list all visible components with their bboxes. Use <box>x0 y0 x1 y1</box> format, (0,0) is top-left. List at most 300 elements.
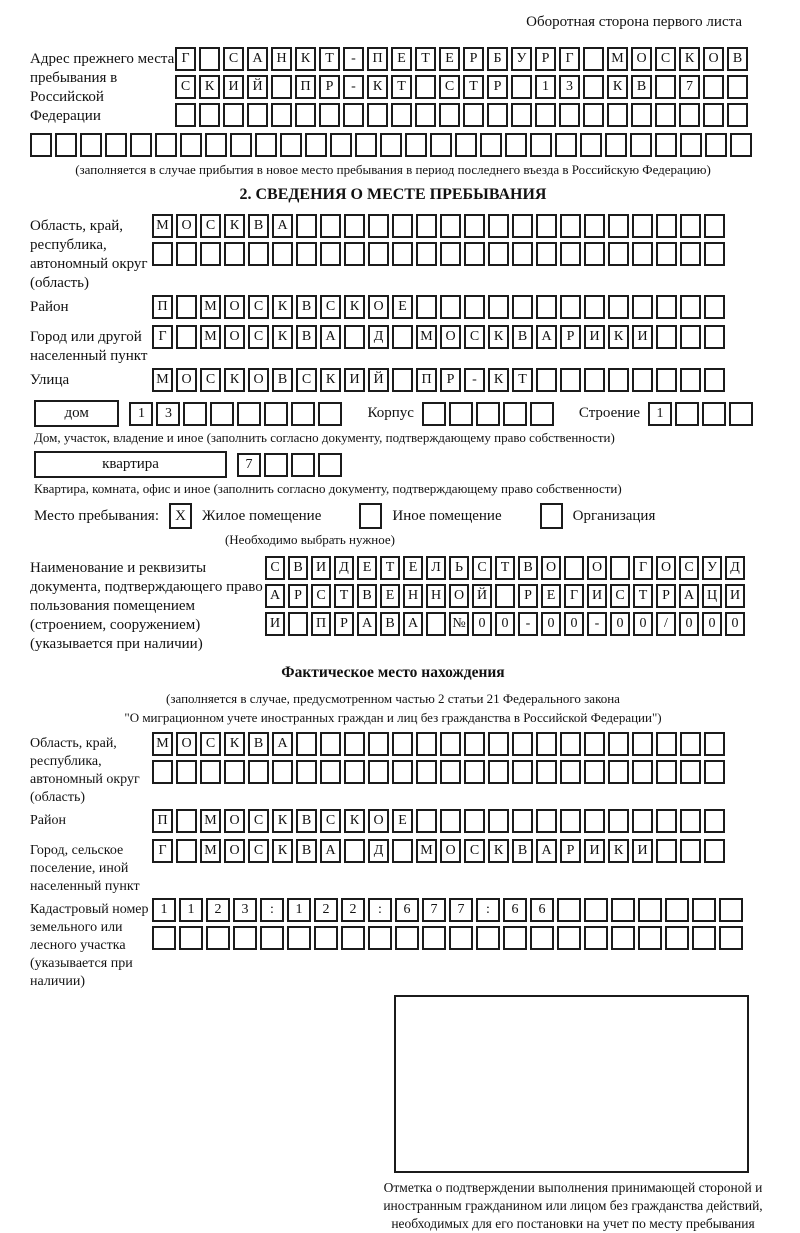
document-row-2[interactable] <box>265 584 748 608</box>
form-cell[interactable] <box>704 325 725 349</box>
form-cell[interactable]: А <box>679 584 699 608</box>
form-cell[interactable]: 1 <box>287 898 311 922</box>
form-cell[interactable] <box>392 325 413 349</box>
form-cell[interactable]: 6 <box>530 898 554 922</box>
form-cell[interactable]: О <box>656 556 676 580</box>
form-cell[interactable] <box>440 760 461 784</box>
form-cell[interactable]: В <box>296 809 317 833</box>
form-cell[interactable] <box>180 133 202 157</box>
form-cell[interactable] <box>426 612 446 636</box>
form-cell[interactable] <box>679 103 700 127</box>
form-cell[interactable] <box>296 242 317 266</box>
form-cell[interactable]: 7 <box>679 75 700 99</box>
form-cell[interactable]: В <box>296 325 317 349</box>
form-cell[interactable] <box>705 133 727 157</box>
form-cell[interactable]: Р <box>487 75 508 99</box>
form-cell[interactable]: Р <box>560 839 581 863</box>
form-cell[interactable]: Т <box>633 584 653 608</box>
form-cell[interactable] <box>631 103 652 127</box>
form-cell[interactable] <box>608 809 629 833</box>
form-cell[interactable]: Т <box>380 556 400 580</box>
form-cell[interactable] <box>584 214 605 238</box>
form-cell[interactable] <box>344 242 365 266</box>
form-cell[interactable]: С <box>655 47 676 71</box>
form-cell[interactable] <box>368 926 392 950</box>
form-cell[interactable] <box>344 325 365 349</box>
form-cell[interactable] <box>505 133 527 157</box>
form-cell[interactable] <box>680 242 701 266</box>
form-cell[interactable] <box>536 295 557 319</box>
form-cell[interactable] <box>395 926 419 950</box>
form-cell[interactable] <box>703 75 724 99</box>
form-cell[interactable] <box>476 926 500 950</box>
form-cell[interactable] <box>355 133 377 157</box>
form-cell[interactable]: О <box>224 809 245 833</box>
form-cell[interactable] <box>655 133 677 157</box>
form-cell[interactable]: 1 <box>179 898 203 922</box>
form-cell[interactable] <box>655 103 676 127</box>
form-cell[interactable] <box>392 760 413 784</box>
form-cell[interactable]: К <box>295 47 316 71</box>
form-cell[interactable]: Р <box>560 325 581 349</box>
form-cell[interactable] <box>495 584 515 608</box>
form-cell[interactable] <box>530 402 554 426</box>
form-cell[interactable]: 1 <box>152 898 176 922</box>
form-cell[interactable] <box>560 809 581 833</box>
form-cell[interactable] <box>415 75 436 99</box>
korpus-cells[interactable] <box>422 402 557 426</box>
form-cell[interactable] <box>719 898 743 922</box>
form-cell[interactable]: Р <box>656 584 676 608</box>
form-cell[interactable]: А <box>536 325 557 349</box>
form-cell[interactable]: М <box>200 325 221 349</box>
form-cell[interactable]: С <box>320 809 341 833</box>
form-cell[interactable] <box>344 760 365 784</box>
form-cell[interactable]: - <box>343 47 364 71</box>
form-cell[interactable] <box>176 325 197 349</box>
form-cell[interactable] <box>280 133 302 157</box>
form-cell[interactable] <box>680 760 701 784</box>
form-cell[interactable]: 2 <box>206 898 230 922</box>
form-cell[interactable] <box>608 760 629 784</box>
form-cell[interactable] <box>656 214 677 238</box>
form-cell[interactable] <box>367 103 388 127</box>
form-cell[interactable] <box>405 133 427 157</box>
form-cell[interactable]: А <box>536 839 557 863</box>
form-cell[interactable]: Е <box>392 295 413 319</box>
form-cell[interactable] <box>455 133 477 157</box>
form-cell[interactable] <box>291 453 315 477</box>
form-cell[interactable]: С <box>248 809 269 833</box>
form-cell[interactable]: 1 <box>648 402 672 426</box>
form-cell[interactable] <box>368 760 389 784</box>
form-cell[interactable] <box>440 242 461 266</box>
form-cell[interactable] <box>488 732 509 756</box>
form-cell[interactable] <box>288 612 308 636</box>
form-cell[interactable] <box>564 556 584 580</box>
form-cell[interactable] <box>260 926 284 950</box>
form-cell[interactable]: К <box>272 295 293 319</box>
form-cell[interactable] <box>255 133 277 157</box>
form-cell[interactable]: Й <box>472 584 492 608</box>
form-cell[interactable]: К <box>488 839 509 863</box>
form-cell[interactable] <box>611 926 635 950</box>
form-cell[interactable] <box>416 214 437 238</box>
form-cell[interactable] <box>584 368 605 392</box>
form-cell[interactable]: П <box>367 47 388 71</box>
form-cell[interactable] <box>416 809 437 833</box>
form-cell[interactable]: 2 <box>314 898 338 922</box>
form-cell[interactable] <box>608 295 629 319</box>
form-cell[interactable] <box>480 133 502 157</box>
form-cell[interactable]: В <box>248 214 269 238</box>
form-cell[interactable]: О <box>631 47 652 71</box>
form-cell[interactable] <box>580 133 602 157</box>
form-cell[interactable] <box>487 103 508 127</box>
form-cell[interactable]: Р <box>319 75 340 99</box>
form-cell[interactable] <box>656 839 677 863</box>
form-cell[interactable]: С <box>472 556 492 580</box>
form-cell[interactable] <box>264 453 288 477</box>
form-cell[interactable] <box>559 103 580 127</box>
form-cell[interactable]: У <box>702 556 722 580</box>
form-cell[interactable]: А <box>357 612 377 636</box>
form-cell[interactable]: : <box>260 898 284 922</box>
form-cell[interactable] <box>503 402 527 426</box>
document-row-3[interactable] <box>265 612 748 636</box>
form-cell[interactable] <box>656 295 677 319</box>
form-cell[interactable] <box>237 402 261 426</box>
form-cell[interactable]: С <box>200 732 221 756</box>
actual-region-row-1[interactable] <box>152 732 728 756</box>
form-cell[interactable]: О <box>224 839 245 863</box>
form-cell[interactable] <box>583 47 604 71</box>
form-cell[interactable] <box>391 103 412 127</box>
form-cell[interactable]: Г <box>152 839 173 863</box>
form-cell[interactable]: М <box>607 47 628 71</box>
form-cell[interactable]: - <box>518 612 538 636</box>
form-cell[interactable] <box>704 214 725 238</box>
form-cell[interactable]: Ь <box>449 556 469 580</box>
prev-address-row-4[interactable] <box>30 133 756 157</box>
form-cell[interactable] <box>727 75 748 99</box>
form-cell[interactable] <box>560 242 581 266</box>
form-cell[interactable]: С <box>464 325 485 349</box>
form-cell[interactable]: Д <box>368 325 389 349</box>
form-cell[interactable] <box>200 242 221 266</box>
form-cell[interactable] <box>692 898 716 922</box>
form-cell[interactable]: 7 <box>422 898 446 922</box>
form-cell[interactable] <box>416 732 437 756</box>
form-cell[interactable] <box>224 242 245 266</box>
form-cell[interactable]: К <box>224 732 245 756</box>
form-cell[interactable]: О <box>440 839 461 863</box>
form-cell[interactable]: В <box>272 368 293 392</box>
form-cell[interactable] <box>680 325 701 349</box>
house-number-cells[interactable] <box>129 402 345 426</box>
form-cell[interactable]: Б <box>487 47 508 71</box>
form-cell[interactable]: И <box>587 584 607 608</box>
apartment-cells[interactable] <box>237 453 345 477</box>
form-cell[interactable] <box>223 103 244 127</box>
form-cell[interactable] <box>632 368 653 392</box>
form-cell[interactable] <box>440 214 461 238</box>
form-cell[interactable] <box>464 760 485 784</box>
form-cell[interactable]: М <box>200 295 221 319</box>
document-row-1[interactable] <box>265 556 748 580</box>
form-cell[interactable]: П <box>152 295 173 319</box>
form-cell[interactable] <box>611 898 635 922</box>
form-cell[interactable] <box>584 732 605 756</box>
cadastral-row-2[interactable] <box>152 926 746 950</box>
form-cell[interactable]: 3 <box>233 898 257 922</box>
form-cell[interactable]: С <box>200 214 221 238</box>
form-cell[interactable]: Р <box>440 368 461 392</box>
form-cell[interactable]: 1 <box>129 402 153 426</box>
form-cell[interactable]: К <box>679 47 700 71</box>
form-cell[interactable]: К <box>488 325 509 349</box>
form-cell[interactable]: С <box>200 368 221 392</box>
form-cell[interactable] <box>464 732 485 756</box>
form-cell[interactable] <box>704 368 725 392</box>
form-cell[interactable]: 0 <box>633 612 653 636</box>
form-cell[interactable] <box>176 839 197 863</box>
form-cell[interactable] <box>512 809 533 833</box>
form-cell[interactable]: О <box>248 368 269 392</box>
form-cell[interactable]: Д <box>334 556 354 580</box>
region-row-1[interactable] <box>152 214 728 238</box>
form-cell[interactable]: К <box>608 839 629 863</box>
form-cell[interactable] <box>320 242 341 266</box>
form-cell[interactable] <box>271 103 292 127</box>
form-cell[interactable]: О <box>449 584 469 608</box>
form-cell[interactable] <box>392 368 413 392</box>
form-cell[interactable] <box>729 402 753 426</box>
form-cell[interactable] <box>415 103 436 127</box>
form-cell[interactable] <box>584 242 605 266</box>
form-cell[interactable]: 3 <box>156 402 180 426</box>
district-row[interactable] <box>152 295 728 319</box>
city-row[interactable] <box>152 325 728 349</box>
form-cell[interactable] <box>608 242 629 266</box>
form-cell[interactable] <box>449 402 473 426</box>
form-cell[interactable]: 0 <box>495 612 515 636</box>
form-cell[interactable]: С <box>223 47 244 71</box>
form-cell[interactable] <box>320 214 341 238</box>
form-cell[interactable]: 3 <box>559 75 580 99</box>
form-cell[interactable]: 7 <box>449 898 473 922</box>
form-cell[interactable] <box>296 760 317 784</box>
form-cell[interactable]: С <box>296 368 317 392</box>
form-cell[interactable] <box>560 732 581 756</box>
form-cell[interactable] <box>176 295 197 319</box>
form-cell[interactable]: А <box>265 584 285 608</box>
form-cell[interactable] <box>233 926 257 950</box>
form-cell[interactable]: К <box>224 368 245 392</box>
form-cell[interactable] <box>392 732 413 756</box>
form-cell[interactable]: А <box>272 732 293 756</box>
form-cell[interactable] <box>704 839 725 863</box>
stay-type-checkbox-residential[interactable]: X <box>169 503 192 529</box>
form-cell[interactable] <box>264 402 288 426</box>
form-cell[interactable] <box>422 402 446 426</box>
form-cell[interactable]: К <box>344 295 365 319</box>
form-cell[interactable] <box>560 214 581 238</box>
form-cell[interactable]: 1 <box>535 75 556 99</box>
form-cell[interactable] <box>305 133 327 157</box>
form-cell[interactable]: Г <box>175 47 196 71</box>
form-cell[interactable]: Т <box>512 368 533 392</box>
form-cell[interactable]: К <box>608 325 629 349</box>
form-cell[interactable]: О <box>224 295 245 319</box>
form-cell[interactable] <box>536 214 557 238</box>
form-cell[interactable]: Д <box>368 839 389 863</box>
form-cell[interactable]: И <box>725 584 745 608</box>
form-cell[interactable]: И <box>584 325 605 349</box>
form-cell[interactable] <box>655 75 676 99</box>
form-cell[interactable]: Н <box>403 584 423 608</box>
form-cell[interactable] <box>296 214 317 238</box>
form-cell[interactable] <box>503 926 527 950</box>
form-cell[interactable]: Ц <box>702 584 722 608</box>
form-cell[interactable] <box>560 295 581 319</box>
form-cell[interactable] <box>224 760 245 784</box>
form-cell[interactable] <box>632 214 653 238</box>
form-cell[interactable] <box>680 809 701 833</box>
form-cell[interactable]: В <box>518 556 538 580</box>
form-cell[interactable]: Р <box>463 47 484 71</box>
form-cell[interactable]: М <box>200 839 221 863</box>
form-cell[interactable]: М <box>416 839 437 863</box>
form-cell[interactable] <box>271 75 292 99</box>
stroenie-cells[interactable] <box>648 402 756 426</box>
form-cell[interactable]: А <box>320 325 341 349</box>
form-cell[interactable] <box>584 898 608 922</box>
form-cell[interactable]: Н <box>426 584 446 608</box>
form-cell[interactable] <box>55 133 77 157</box>
form-cell[interactable]: 7 <box>237 453 261 477</box>
form-cell[interactable] <box>330 133 352 157</box>
form-cell[interactable] <box>605 133 627 157</box>
form-cell[interactable]: Т <box>415 47 436 71</box>
form-cell[interactable] <box>368 214 389 238</box>
form-cell[interactable]: П <box>416 368 437 392</box>
form-cell[interactable]: - <box>587 612 607 636</box>
form-cell[interactable] <box>341 926 365 950</box>
form-cell[interactable] <box>199 103 220 127</box>
form-cell[interactable]: С <box>439 75 460 99</box>
cadastral-row-1[interactable] <box>152 898 746 922</box>
form-cell[interactable]: С <box>175 75 196 99</box>
form-cell[interactable]: М <box>152 368 173 392</box>
form-cell[interactable] <box>656 325 677 349</box>
form-cell[interactable] <box>536 760 557 784</box>
form-cell[interactable]: О <box>541 556 561 580</box>
form-cell[interactable]: В <box>512 839 533 863</box>
form-cell[interactable]: Е <box>391 47 412 71</box>
form-cell[interactable] <box>704 809 725 833</box>
form-cell[interactable] <box>536 809 557 833</box>
region-row-2[interactable] <box>152 242 728 266</box>
form-cell[interactable]: С <box>265 556 285 580</box>
form-cell[interactable] <box>318 453 342 477</box>
form-cell[interactable]: И <box>311 556 331 580</box>
form-cell[interactable] <box>105 133 127 157</box>
form-cell[interactable] <box>560 760 581 784</box>
form-cell[interactable]: : <box>476 898 500 922</box>
form-cell[interactable] <box>632 295 653 319</box>
form-cell[interactable] <box>488 295 509 319</box>
form-cell[interactable] <box>430 133 452 157</box>
form-cell[interactable] <box>272 242 293 266</box>
form-cell[interactable]: О <box>176 368 197 392</box>
form-cell[interactable]: Е <box>357 556 377 580</box>
form-cell[interactable]: К <box>488 368 509 392</box>
form-cell[interactable]: / <box>656 612 676 636</box>
form-cell[interactable]: 6 <box>503 898 527 922</box>
form-cell[interactable] <box>343 103 364 127</box>
form-cell[interactable]: К <box>199 75 220 99</box>
form-cell[interactable] <box>210 402 234 426</box>
form-cell[interactable] <box>704 242 725 266</box>
form-cell[interactable]: В <box>288 556 308 580</box>
form-cell[interactable]: Е <box>403 556 423 580</box>
form-cell[interactable]: 0 <box>541 612 561 636</box>
form-cell[interactable] <box>584 295 605 319</box>
form-cell[interactable]: 0 <box>679 612 699 636</box>
form-cell[interactable] <box>175 103 196 127</box>
form-cell[interactable] <box>287 926 311 950</box>
form-cell[interactable]: М <box>416 325 437 349</box>
form-cell[interactable]: Е <box>541 584 561 608</box>
form-cell[interactable]: Р <box>288 584 308 608</box>
form-cell[interactable]: О <box>176 214 197 238</box>
form-cell[interactable]: А <box>272 214 293 238</box>
form-cell[interactable]: А <box>403 612 423 636</box>
actual-region-row-2[interactable] <box>152 760 728 784</box>
form-cell[interactable] <box>680 133 702 157</box>
form-cell[interactable] <box>557 926 581 950</box>
form-cell[interactable]: О <box>587 556 607 580</box>
form-cell[interactable]: : <box>368 898 392 922</box>
form-cell[interactable] <box>476 402 500 426</box>
form-cell[interactable]: В <box>296 839 317 863</box>
form-cell[interactable]: К <box>224 214 245 238</box>
form-cell[interactable]: А <box>247 47 268 71</box>
form-cell[interactable]: Г <box>559 47 580 71</box>
form-cell[interactable] <box>439 103 460 127</box>
form-cell[interactable] <box>680 295 701 319</box>
actual-city-row[interactable] <box>152 839 728 863</box>
form-cell[interactable] <box>607 103 628 127</box>
form-cell[interactable] <box>536 368 557 392</box>
form-cell[interactable]: С <box>248 325 269 349</box>
form-cell[interactable]: П <box>152 809 173 833</box>
form-cell[interactable] <box>422 926 446 950</box>
form-cell[interactable]: И <box>344 368 365 392</box>
form-cell[interactable] <box>512 242 533 266</box>
form-cell[interactable] <box>512 732 533 756</box>
form-cell[interactable]: К <box>607 75 628 99</box>
form-cell[interactable] <box>272 760 293 784</box>
form-cell[interactable] <box>295 103 316 127</box>
form-cell[interactable] <box>511 103 532 127</box>
form-cell[interactable]: С <box>311 584 331 608</box>
form-cell[interactable] <box>536 732 557 756</box>
form-cell[interactable]: Е <box>392 809 413 833</box>
form-cell[interactable]: К <box>272 839 293 863</box>
form-cell[interactable] <box>632 242 653 266</box>
